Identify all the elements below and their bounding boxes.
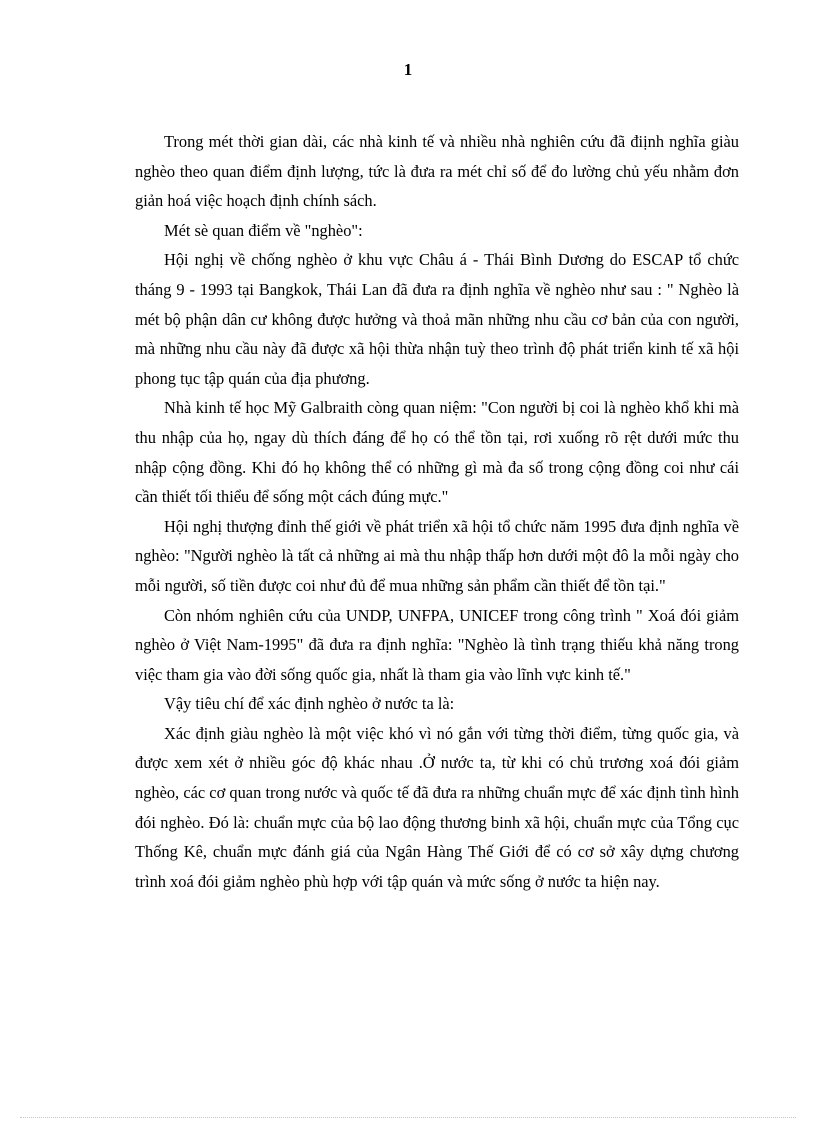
paragraph-intro: Trong mét thời gian dài, các nhà kinh tế và nhiều nhà nghiên cứu đã điịnh nghĩa giàu nghèo theo quan điểm định lượng, tức là đưa ra mét chỉ số để đo lường chủ yếu nhằm đơn giản hoá việc hoạch định chính sách. [135, 132, 739, 211]
paragraph-undp: Còn nhóm nghiên cứu của UNDP, UNFPA, UNICEF trong công trình " Xoá đói giảm nghèo ở Việt Nam-1995" đã đưa ra định nghĩa: "Nghèo là tình trạng thiếu khả năng trong việc tham gia vào đời sống quốc gia, nhất là tham gia vào lĩnh vực kinh tế." [135, 605, 739, 684]
paragraph-summit-1995: Hội nghị thượng đỉnh thế giới về phát triển xã hội tổ chức năm 1995 đưa định nghĩa về nghèo: "Người nghèo là tất cả những ai mà thu nhập thấp hơn dưới một đô la mỗi ngày cho mỗi người, số tiền được coi như đủ để mua những sản phẩm cần thiết để tồn tại." [135, 516, 739, 595]
body-text [135, 127, 739, 896]
paragraph-galbraith: Nhà kinh tế học Mỹ Galbraith còng quan niệm: "Con người bị coi là nghèo khổ khi mà thu nhập của họ, ngay dù thích đáng để họ có thể tồn tại, rơi xuống rõ rệt dưới mức thu nhập cộng đồng. Khi đó họ không thể có những gì mà đa số trong cộng đồng coi như cái cần thiết tối thiểu để sống một cách đúng mực." [135, 398, 739, 507]
paragraph-criteria-heading: Vậy tiêu chí để xác định nghèo ở nước ta là: [164, 694, 455, 714]
paragraph-escap: Hội nghị về chống nghèo ở khu vực Châu á - Thái Bình Dương do ESCAP tổ chức tháng 9 - 1993 tại Bangkok, Thái Lan đã đưa ra định nghĩa về nghèo như sau : " Nghèo là mét bộ phận dân cư không được hưởng và thoả mãn những nhu cầu cơ bản của con người, mà những nhu cầu này đã được xã hội thừa nhận tuỳ theo trình độ phát triển kinh tế xã hội phong tục tập quán của địa phương. [135, 250, 739, 388]
paragraph-criteria: Xác định giàu nghèo là một việc khó vì nó gắn với từng thời điểm, từng quốc gia, và được xem xét ở nhiều góc độ khác nhau .Ở nước ta, từ khi có chủ trương xoá đói giảm nghèo, các cơ quan trong nước và quốc tế đã đưa ra những chuẩn mực để xác định tình hình đói nghèo. Đó là: chuẩn mực của bộ lao động thương binh xã hội, chuẩn mực của Tổng cục Thống Kê, chuẩn mực đánh giá của Ngân Hàng Thế Giới để có cơ sở xây dựng chương trình xoá đói giảm nghèo phù hợp với tập quán và mức sống ở nước ta hiện nay. [135, 723, 739, 891]
page-bottom-divider [20, 1117, 796, 1118]
page-number: 1 [403, 60, 413, 79]
paragraph-subheading: Mét sè quan điểm về "nghèo": [164, 220, 363, 240]
